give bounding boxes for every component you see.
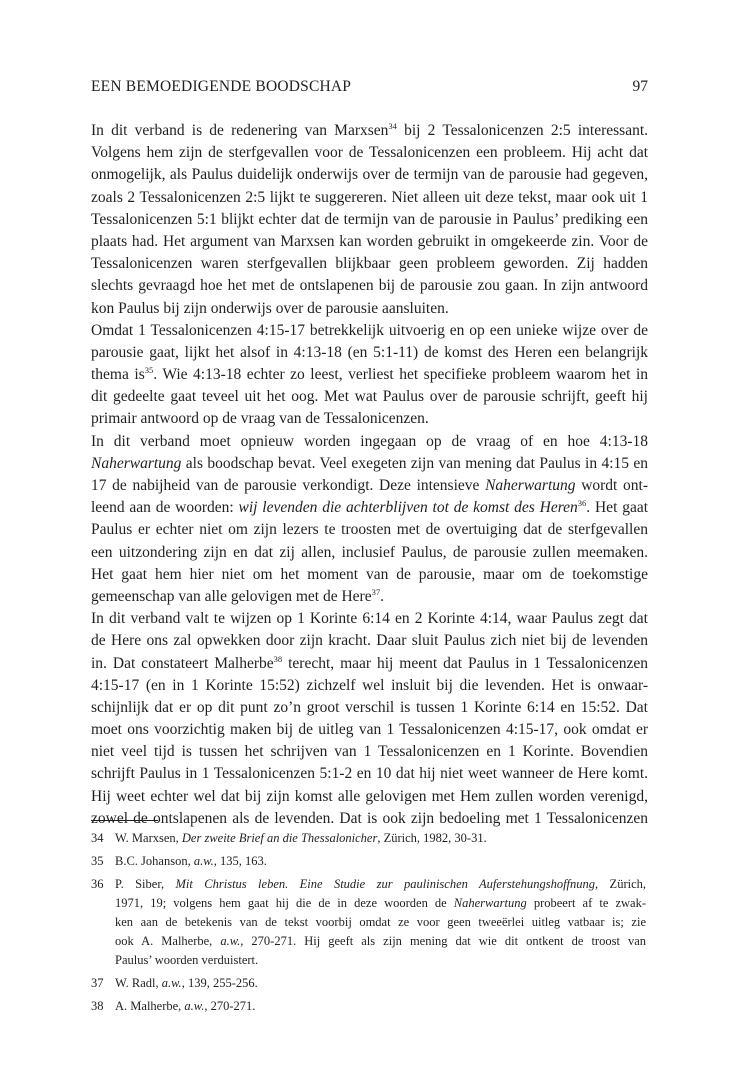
page-header bbox=[91, 76, 648, 98]
footnote-37 bbox=[91, 974, 646, 993]
running-title: EEN BEMOEDIGENDE BOODSCHAP bbox=[91, 78, 352, 95]
text-line: parousie gaat, lijkt het alsof in 4:13-18 (en 5:1-11) de komst des Heren een belangrijk bbox=[91, 343, 648, 361]
text-line: In dit verband is de redenering van Marxsen$^{34}$ bij 2 Tessalonicenzen 2:5 interessant. bbox=[91, 121, 649, 139]
footnote-ref: 38 bbox=[273, 653, 283, 664]
footnote-line: W. Radl, a.w., 139, 255-256. bbox=[115, 976, 258, 991]
footnote-number: 34 bbox=[91, 831, 104, 845]
text-line: Tessalonicenzen waren sterfgevallen blijkbaar geen probleem geworden. Zij hadden bbox=[91, 255, 648, 273]
text-line: primair antwoord op de vraag van de Tessalonicenzen. bbox=[91, 410, 429, 428]
footnote-35 bbox=[91, 852, 646, 871]
footnote-ref: 36 bbox=[577, 498, 587, 509]
footnote-number: 37 bbox=[91, 976, 104, 991]
text-line: niet veel tijd is tussen het schrijven van 1 Tessalonicenzen en 1 Korinte. Bovendien bbox=[91, 743, 648, 761]
text-line: Hij weet echter wel dat bij zijn komst alle gelovigen met Hem zullen worden verenigd, bbox=[91, 787, 648, 805]
text-line: Naherwartung als boodschap bevat. Veel exegeten zijn van mening dat Paulus in 4:15 en bbox=[91, 454, 648, 472]
footnote-34 bbox=[91, 829, 646, 848]
text-line: dit gedeelte gaat teveel uit het oog. Met wat Paulus over de parousie schrijft, geeft hij bbox=[91, 388, 648, 406]
text-line: 4:15-17 (en in 1 Korinte 15:52) zichzelf wel insluit bij die levenden. Het is onwaar- bbox=[91, 676, 648, 694]
footnote-line: ken aan de betekenis van de tekst voorbij omdat ze voor geen tweeërlei uitleg vatbaar is; zie bbox=[115, 914, 646, 929]
text-line: slechts gevraagd hoe het met de ontslapenen bij de parousie zou gaan. In zijn antwoord bbox=[91, 277, 648, 295]
footnote-line: 1971, 19; volgens hem gaat hij die de in deze woorden de Naherwartung probeert af te zwak- bbox=[115, 895, 646, 910]
text-line: In dit verband moet opnieuw worden ingegaan op de vraag of en hoe 4:13-18 bbox=[91, 432, 648, 450]
text-line: Tessalonicenzen 5:1 blijkt echter dat de termijn van de parousie in Paulus’ prediking een bbox=[91, 210, 648, 228]
footnote-line: ook A. Malherbe, a.w., 270-271. Hij geeft als zijn mening dat wie dit ontkent de troost van bbox=[115, 934, 647, 949]
text-line: schrijft Paulus in 1 Tessalonicenzen 5:1-2 en 10 dat hij niet weet wanneer de Here komt. bbox=[91, 765, 648, 783]
footnote-number: 36 bbox=[91, 876, 104, 891]
footnote-number: 35 bbox=[91, 853, 104, 868]
footnote-ref: 37 bbox=[371, 586, 381, 597]
text-line: gemeenschap van alle gelovigen met de Here$^{37}$. bbox=[91, 586, 384, 605]
footnote-line: Paulus’ woorden verduistert. bbox=[115, 953, 259, 968]
footnote-36 bbox=[91, 875, 646, 971]
footnote-ref: 35 bbox=[144, 365, 154, 376]
footnote-line: B.C. Johanson, a.w., 135, 163. bbox=[115, 853, 267, 868]
footnote-line: P. Siber, Mit Christus leben. Eine Studie zur paulinischen Auferstehungshoffnung, Zürich, bbox=[115, 876, 647, 891]
footnote-line: A. Malherbe, a.w., 270-271. bbox=[115, 998, 256, 1013]
text-line: een uitzondering zijn en dat zij allen, inclusief Paulus, de parousie zullen meemaken. bbox=[91, 543, 648, 561]
text-line: onmogelijk, als Paulus duidelijk onderwijs over de termijn van de parousie had gegeven, bbox=[91, 166, 648, 184]
text-line: thema $is^{35}$. Wie 4:13-18 echter zo leest, verliest het specifieke probleem waarom het in bbox=[91, 365, 648, 384]
text-line: 17 de nabijheid van de parousie verkondigt. Deze intensieve Naherwartung wordt ont- bbox=[91, 477, 648, 494]
text-line: schijnlijk dat er op dit punt zo’n groot verschil is tussen 1 Korinte 6:14 en 15:52. Dat bbox=[91, 698, 648, 716]
text-line: Het gaat hem hier niet om het moment van de parousie, maar om de toekomstige bbox=[91, 565, 648, 583]
text-line: in. Dat constateert Malherbe$^{38}$ terecht, maar hij meent dat Paulus in 1 Tessalonicenzen bbox=[91, 653, 648, 672]
text-line: In dit verband valt te wijzen op 1 Korinte 6:14 en 2 Korinte 4:14, waar Paulus zegt dat bbox=[91, 610, 648, 628]
footnote-ref: 34 bbox=[388, 121, 397, 131]
page-number: 97 bbox=[632, 78, 648, 95]
footnotes bbox=[91, 829, 646, 1020]
footnote-line: W. Marxsen, Der zweite Brief an die Thessalonicher, Zürich, 1982, 30-31. bbox=[115, 831, 487, 845]
footnote-number: 38 bbox=[91, 998, 104, 1013]
text-line: de Here ons zal opwekken door zijn kracht. Daar sluit Paulus zich niet bij de levenden bbox=[91, 632, 648, 650]
text-line: plaats had. Het argument van Marxsen kan worden gebruikt in omgekeerde zin. Voor de bbox=[91, 232, 648, 250]
main-text bbox=[91, 120, 648, 830]
text-line: Omdat 1 Tessalonicenzen 4:15-17 betrekkelijk uitvoerig en op een unieke wijze over de bbox=[91, 321, 648, 339]
text-line: leend aan de woorden: wij levenden die achterblijven tot de komst des Heren$^{36}$. Het gaat bbox=[91, 498, 649, 517]
text-line: kon Paulus bij zijn onderwijs over de parousie aansluiten. bbox=[91, 299, 449, 317]
text-line: Volgens hem zijn de sterfgevallen voor de Tessalonicenzen een probleem. Hij acht dat bbox=[91, 144, 648, 162]
text-line: Paulus er echter niet om zijn lezers te troosten met de overtuiging dat de sterfgevallen bbox=[91, 521, 648, 539]
footnote-38 bbox=[91, 997, 646, 1016]
text-line: zowel de ontslapenen als de levenden. Dat is ook zijn bedoeling met 1 Tessalonicenzen bbox=[91, 809, 648, 827]
footnote-separator bbox=[91, 820, 158, 821]
text-line: moet ons voorzichtig maken bij de uitleg van 1 Tessalonicenzen 4:15-17, ook omdat er bbox=[91, 721, 648, 739]
text-line: zoals 2 Tessalonicenzen 2:5 lijkt te suggereren. Niet alleen uit deze tekst, maar ook uit 1 bbox=[91, 188, 648, 206]
